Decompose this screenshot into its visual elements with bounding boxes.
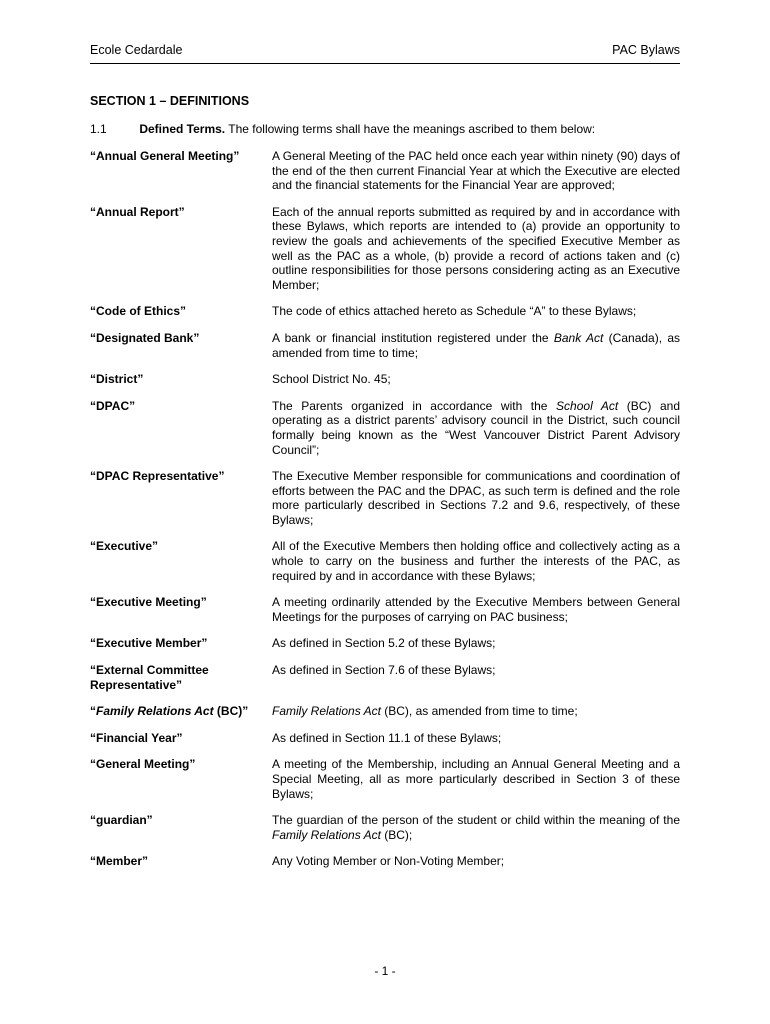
definition-row bbox=[90, 205, 680, 293]
intro-paragraph bbox=[90, 122, 680, 137]
statute-name: Family Relations Act bbox=[272, 704, 381, 719]
term-part: (BC)” bbox=[213, 704, 249, 719]
definition-text-part: (BC); bbox=[380, 827, 413, 842]
definition-term: “Designated Bank” bbox=[90, 330, 200, 345]
definition-term: “Executive Meeting” bbox=[90, 595, 207, 610]
definition-text: School District No. 45; bbox=[272, 372, 391, 387]
section-title: SECTION 1 – DEFINITIONS bbox=[90, 94, 250, 108]
definition-text: A General Meeting of the PAC held once each year within ninety (90) days of the end of the then current Financial Year at which the Executive are elected and the financial statements for the Financial Year are approved; bbox=[272, 149, 680, 193]
definition-text: A meeting ordinarily attended by the Executive Members between General Meetings for the purposes of carrying on PAC business; bbox=[272, 595, 680, 624]
definition-term: “General Meeting” bbox=[90, 757, 196, 772]
definition-text bbox=[272, 813, 680, 842]
definition-term bbox=[90, 704, 272, 719]
definition-term: “Financial Year” bbox=[90, 730, 183, 745]
definition-term: “Annual General Meeting” bbox=[90, 149, 240, 163]
definition-row bbox=[90, 331, 680, 360]
statute-name: Family Relations Act bbox=[96, 704, 214, 719]
statute-name: Bank Act bbox=[553, 330, 604, 345]
definition-text: The code of ethics attached hereto as Schedule “A” to these Bylaws; bbox=[272, 304, 637, 319]
definition-term: “Member” bbox=[90, 854, 149, 869]
definition-text: All of the Executive Members then holding office and collectively acting as a whole to carry on the business and further the interests of the PAC, as required by and in accordance with these Bylaws; bbox=[272, 539, 680, 583]
definition-text: As defined in Section 5.2 of these Bylaws; bbox=[272, 636, 496, 651]
intro-text: The following terms shall have the meanings ascribed to them below: bbox=[228, 122, 596, 136]
definition-term: “Executive Member” bbox=[90, 636, 208, 651]
definition-row bbox=[90, 399, 680, 457]
definition-row bbox=[90, 731, 680, 746]
definition-text-part: A bank or financial institution registered under the bbox=[272, 330, 554, 345]
definition-text-part: (Canada), as amended from time to time; bbox=[272, 330, 681, 360]
definition-term: “Annual Report” bbox=[90, 204, 185, 219]
page-header bbox=[90, 43, 680, 64]
definition-text-part: The Parents organized in accordance with the bbox=[272, 398, 557, 413]
clause-number: 1.1 bbox=[90, 122, 107, 136]
definition-term: “Executive” bbox=[90, 539, 159, 554]
definition-term: “District” bbox=[90, 372, 144, 387]
term-part: “ bbox=[90, 704, 96, 719]
definition-row bbox=[90, 372, 680, 387]
definition-text: As defined in Section 11.1 of these Bylaws; bbox=[272, 730, 502, 745]
header-doc-title: PAC Bylaws bbox=[612, 43, 680, 57]
definition-text: The Executive Member responsible for communications and coordination of efforts between the PAC and the DPAC, as such term is defined and the role more particularly described in Sections 7.2 and 9.6, respectively, of these Bylaws; bbox=[272, 469, 680, 527]
definition-text: A meeting of the Membership, including an Annual General Meeting and a Special Meeting, all as more particularly described in Section 3 of these Bylaws; bbox=[272, 757, 680, 801]
definition-row bbox=[90, 813, 680, 842]
definitions-list bbox=[90, 149, 680, 881]
definition-term: “DPAC” bbox=[90, 398, 136, 413]
definition-row bbox=[90, 304, 680, 319]
definition-term: “guardian” bbox=[90, 813, 153, 828]
definition-text: As defined in Section 7.6 of these Bylaws; bbox=[272, 663, 496, 678]
definition-row bbox=[90, 595, 680, 624]
definition-row bbox=[90, 704, 680, 719]
definition-text-part: (BC), as amended from time to time; bbox=[380, 704, 578, 719]
definition-text-part: The guardian of the person of the student or child within the meaning of the bbox=[272, 813, 680, 828]
definition-text: Each of the annual reports submitted as required by and in accordance with these Bylaws, which reports are intended to (a) provide an opportunity to review the goals and achievements of the specified Executive Member as well as the PAC as a whole, (b) provide a record of actions taken and (c) outline responsibilities for those persons considering acting as an Executive Member; bbox=[272, 204, 680, 292]
page-number: - 1 - bbox=[374, 964, 396, 978]
definition-row bbox=[90, 854, 680, 869]
definition-text-part: (BC) and operating as a district parents’ advisory council in the District, such council formally being known as the “West Vancouver District Parent Advisory Council”; bbox=[272, 398, 681, 457]
definition-row bbox=[90, 539, 680, 583]
statute-name: School Act bbox=[556, 398, 619, 413]
definition-text: Any Voting Member or Non-Voting Member; bbox=[272, 854, 505, 869]
definition-term: “DPAC Representative” bbox=[90, 469, 225, 484]
statute-name: Family Relations Act bbox=[272, 827, 381, 842]
definition-row bbox=[90, 757, 680, 801]
definition-text bbox=[272, 704, 680, 719]
definition-row bbox=[90, 149, 680, 193]
definition-text bbox=[272, 331, 680, 360]
definition-text bbox=[272, 399, 680, 457]
definition-row bbox=[90, 636, 680, 651]
definition-term: “Code of Ethics” bbox=[90, 304, 187, 319]
definition-row bbox=[90, 663, 680, 692]
definition-row bbox=[90, 469, 680, 527]
defined-terms-heading: Defined Terms. bbox=[139, 122, 226, 136]
header-school-name: Ecole Cedardale bbox=[90, 43, 183, 57]
definition-term: “External Committee Representative” bbox=[90, 663, 209, 692]
